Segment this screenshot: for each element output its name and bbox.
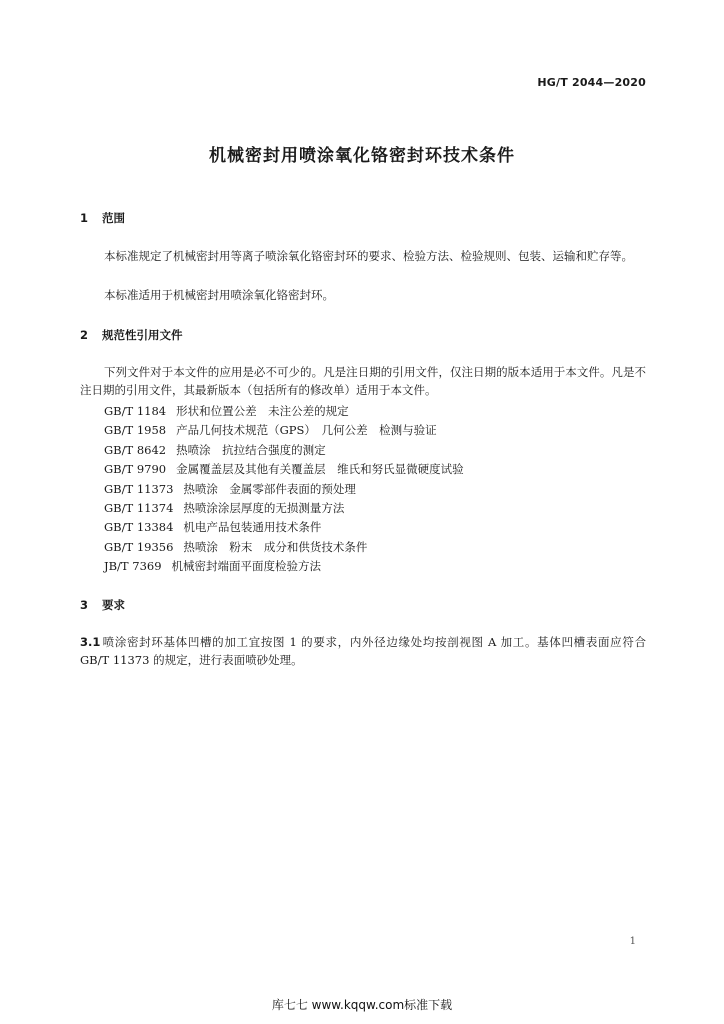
reference-title: 热喷涂 金属零部件表面的预处理: [183, 481, 356, 496]
reference-code: GB/T 9790: [104, 462, 167, 477]
section-title: 规范性引用文件: [102, 328, 183, 342]
footer-watermark: 库七七 www.kqqw.com标准下载: [271, 998, 453, 1012]
reference-title: 产品几何技术规范（GPS） 几何公差 检测与验证: [176, 423, 437, 438]
section-number: 1: [80, 211, 89, 225]
reference-title: 热喷涂 粉末 成分和供货技术条件: [183, 539, 368, 554]
reference-item: [104, 480, 464, 499]
document-code: HG/T 2044—2020: [537, 76, 646, 89]
reference-code: GB/T 13384: [104, 520, 174, 535]
reference-code: GB/T 11374: [104, 501, 174, 516]
clause-number: 3.1: [80, 635, 101, 649]
section-number: 3: [80, 598, 89, 612]
reference-code: GB/T 11373: [104, 481, 174, 496]
reference-title: 机械密封端面平面度检验方法: [171, 559, 322, 574]
page-title: 机械密封用喷涂氧化铬密封环技术条件: [209, 146, 515, 166]
reference-item: [104, 518, 464, 537]
reference-code: GB/T 19356: [104, 539, 174, 554]
clause-text: 喷涂密封环基体凹槽的加工宜按图 1 的要求，内外径边缘处均按剖视图 A 加工。基体凹槽表面应符合 GB/T 11373 的规定，进行表面喷砂处理。: [80, 635, 646, 667]
section-number: 2: [80, 328, 89, 342]
section-title: 要求: [102, 598, 125, 612]
reference-title: 机电产品包装通用技术条件: [183, 520, 322, 535]
reference-item: [104, 557, 464, 576]
section-title: 范围: [102, 211, 125, 225]
references-intro: 下列文件对于本文件的应用是必不可少的。凡是注日期的引用文件，仅注日期的版本适用于本文件。凡是不注日期的引用文件，其最新版本（包括所有的修改单）适用于本文件。: [80, 365, 646, 397]
reference-code: GB/T 1958: [104, 423, 167, 438]
section-2-heading: [80, 327, 183, 343]
reference-title: 金属覆盖层及其他有关覆盖层 维氏和努氏显微硬度试验: [176, 462, 464, 477]
clause-3-1: [80, 633, 646, 669]
reference-item: [104, 421, 464, 440]
reference-code: JB/T 7369: [104, 559, 162, 574]
reference-item: [104, 460, 464, 479]
reference-title: 热喷涂涂层厚度的无损测量方法: [183, 501, 345, 516]
reference-title: 热喷涂 抗拉结合强度的测定: [176, 442, 326, 457]
scope-paragraph-1: 本标准规定了机械密封用等离子喷涂氧化铬密封环的要求、检验方法、检验规则、包装、运输和贮存等。: [104, 249, 633, 263]
section-1-heading: [80, 210, 125, 226]
scope-paragraph-2: 本标准适用于机械密封用喷涂氧化铬密封环。: [104, 288, 334, 302]
section-3-heading: [80, 597, 125, 613]
reference-list: [104, 402, 464, 577]
reference-title: 形状和位置公差 未注公差的规定: [176, 404, 349, 418]
reference-item: [104, 441, 464, 460]
reference-item: [104, 402, 464, 421]
reference-code: GB/T 1184: [104, 404, 167, 418]
reference-code: GB/T 8642: [104, 442, 167, 457]
reference-item: [104, 499, 464, 518]
page-number: 1: [629, 936, 636, 947]
reference-item: [104, 538, 464, 557]
